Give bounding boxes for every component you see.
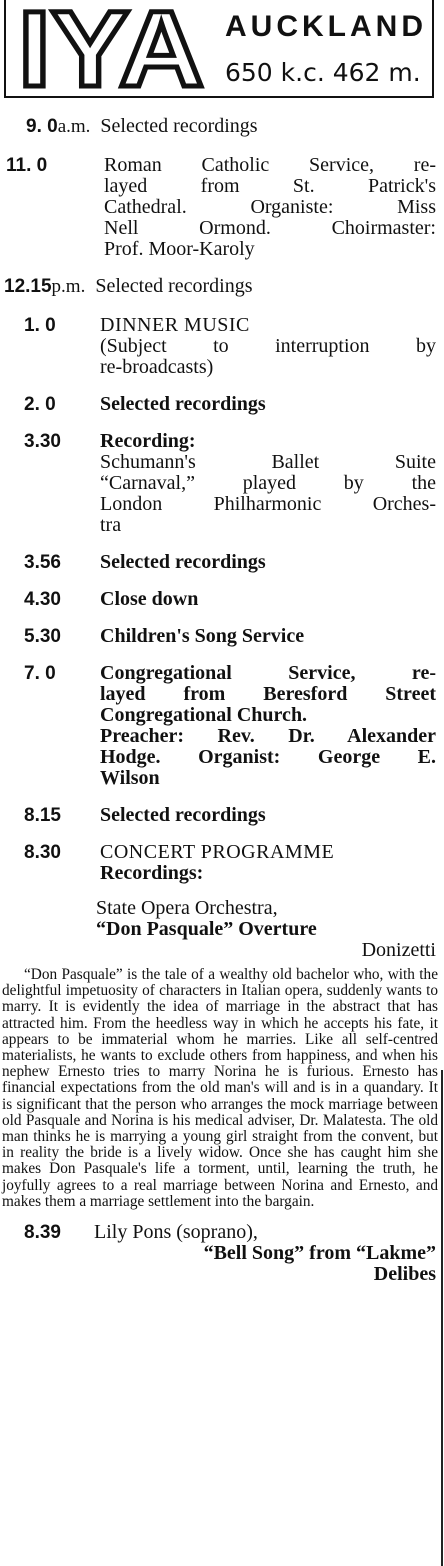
entry-time: 1. 0 (24, 315, 56, 336)
programme-entry (0, 276, 444, 297)
entry-time: 8.30 (24, 842, 61, 863)
entry-line: re-broadcasts) (100, 356, 214, 378)
programme-entry (0, 394, 444, 415)
station-logo (16, 2, 206, 92)
column-rule (441, 1070, 443, 1566)
entry-time: 3.30 (24, 431, 61, 452)
entry-time: 8.15 (24, 805, 61, 826)
entry-line: Cathedral. Organiste: Miss (104, 196, 436, 218)
entry-time-suffix: p.m. (51, 276, 86, 297)
entry-title: Selected recordings (100, 115, 258, 137)
entry-line: Nell Ormond. Choirmaster: (104, 217, 436, 239)
station-frequency: 650 k.c. 462 m. (225, 58, 421, 87)
entry-title: Selected recordings (100, 393, 266, 415)
entry-title: Selected recordings (95, 275, 253, 297)
entry-line: “Carnaval,” played by the (100, 472, 436, 494)
programme-entry (0, 626, 444, 647)
programme-entry (0, 663, 444, 789)
programme-entry (0, 155, 444, 260)
entry-time-suffix: a.m. (57, 116, 91, 137)
entry-line: Preacher: Rev. Dr. Alexander (100, 725, 436, 747)
entry-time: 5.30 (24, 626, 61, 647)
entry-line: Schumann's Ballet Suite (100, 451, 436, 473)
entry-line: (Subject to interruption by (100, 335, 436, 357)
programme-note: “Don Pasquale” is the tale of a wealthy old bachelor who, with the delightful impetuosity of characters in Italian opera, suddenly wants to marry. It is evidently the idea of marriage in the abstract that has attracted him. From the heedless way in which he accepts his fate, it appears to be immaterial whom he marries. Like all self-centred materialists, he wants to exclude others from happiness, and when his nephew Ernesto tries to marry Norina he is furious. Ernesto has financial expectations from the old man's will and is in a quandary. It is significant that the person who arranges the mock marriage between old Pasquale and Norina is his medical adviser, Dr. Malatesta. The old man thinks he is marrying a young girl straight from the convent, but in reality the bride is a lively widow. Once she has caught him she makes Don Pasquale's life a torment, until, learning the truth, he joyfully agrees to a real marriage between Norina and Ernesto, and makes them a marriage settlement into the bargain. (2, 966, 438, 1210)
programme-entry (0, 589, 444, 610)
entry-line: DINNER MUSIC (100, 314, 250, 336)
station-header (4, 0, 434, 98)
entry-time: 7. 0 (24, 663, 56, 684)
programme-entry (0, 116, 444, 137)
programme-entry (0, 315, 444, 378)
entry-line: tra (100, 514, 122, 536)
entry-title: Selected recordings (100, 551, 266, 573)
entry-time: 3.56 (24, 552, 61, 573)
station-city: AUCKLAND (225, 10, 427, 43)
programme-schedule (0, 116, 444, 1301)
entry-line: Prof. Moor-Karoly (104, 238, 255, 260)
entry-line: Congregational Service, re- (100, 662, 436, 684)
entry-line: London Philharmonic Orches- (100, 493, 436, 515)
entry-line: layed from Beresford Street (100, 683, 436, 705)
entry-title: Children's Song Service (100, 625, 305, 647)
entry-line: Hodge. Organist: George E. (100, 746, 436, 768)
entry-time: 9. 0 (26, 116, 58, 137)
entry-work: “Bell Song” from “Lakme” (203, 1242, 436, 1265)
entry-time: 2. 0 (24, 394, 56, 415)
entry-time: 8.39 (24, 1222, 61, 1244)
programme-entry (0, 552, 444, 573)
entry-line: Recording: (100, 430, 196, 452)
entry-line: Congregational Church. (100, 704, 308, 726)
entry-line: Wilson (100, 767, 160, 789)
entry-time: 11. 0 (6, 155, 48, 176)
entry-title: Selected recordings (100, 804, 266, 826)
station-logo-text: IYA (18, 2, 204, 92)
programme-entry (0, 431, 444, 536)
entry-line: Recordings: (100, 862, 204, 884)
entry-title: Close down (100, 588, 199, 610)
entry-line: Roman Catholic Service, re- (104, 154, 436, 176)
programme-entry (0, 1222, 444, 1285)
entry-composer: Delibes (373, 1263, 436, 1286)
entry-work: “Don Pasquale” Overture (96, 918, 317, 940)
entry-time: 12.15 (4, 276, 52, 297)
entry-line: CONCERT PROGRAMME (100, 841, 335, 863)
entry-time: 4.30 (24, 589, 61, 610)
entry-performer: Lily Pons (soprano), (94, 1221, 258, 1244)
programme-entry (0, 842, 444, 884)
entry-composer: Donizetti (361, 939, 436, 961)
entry-performer: State Opera Orchestra, (96, 897, 278, 919)
programme-entry (0, 898, 444, 961)
entry-line: layed from St. Patrick's (104, 175, 436, 197)
programme-entry (0, 805, 444, 826)
